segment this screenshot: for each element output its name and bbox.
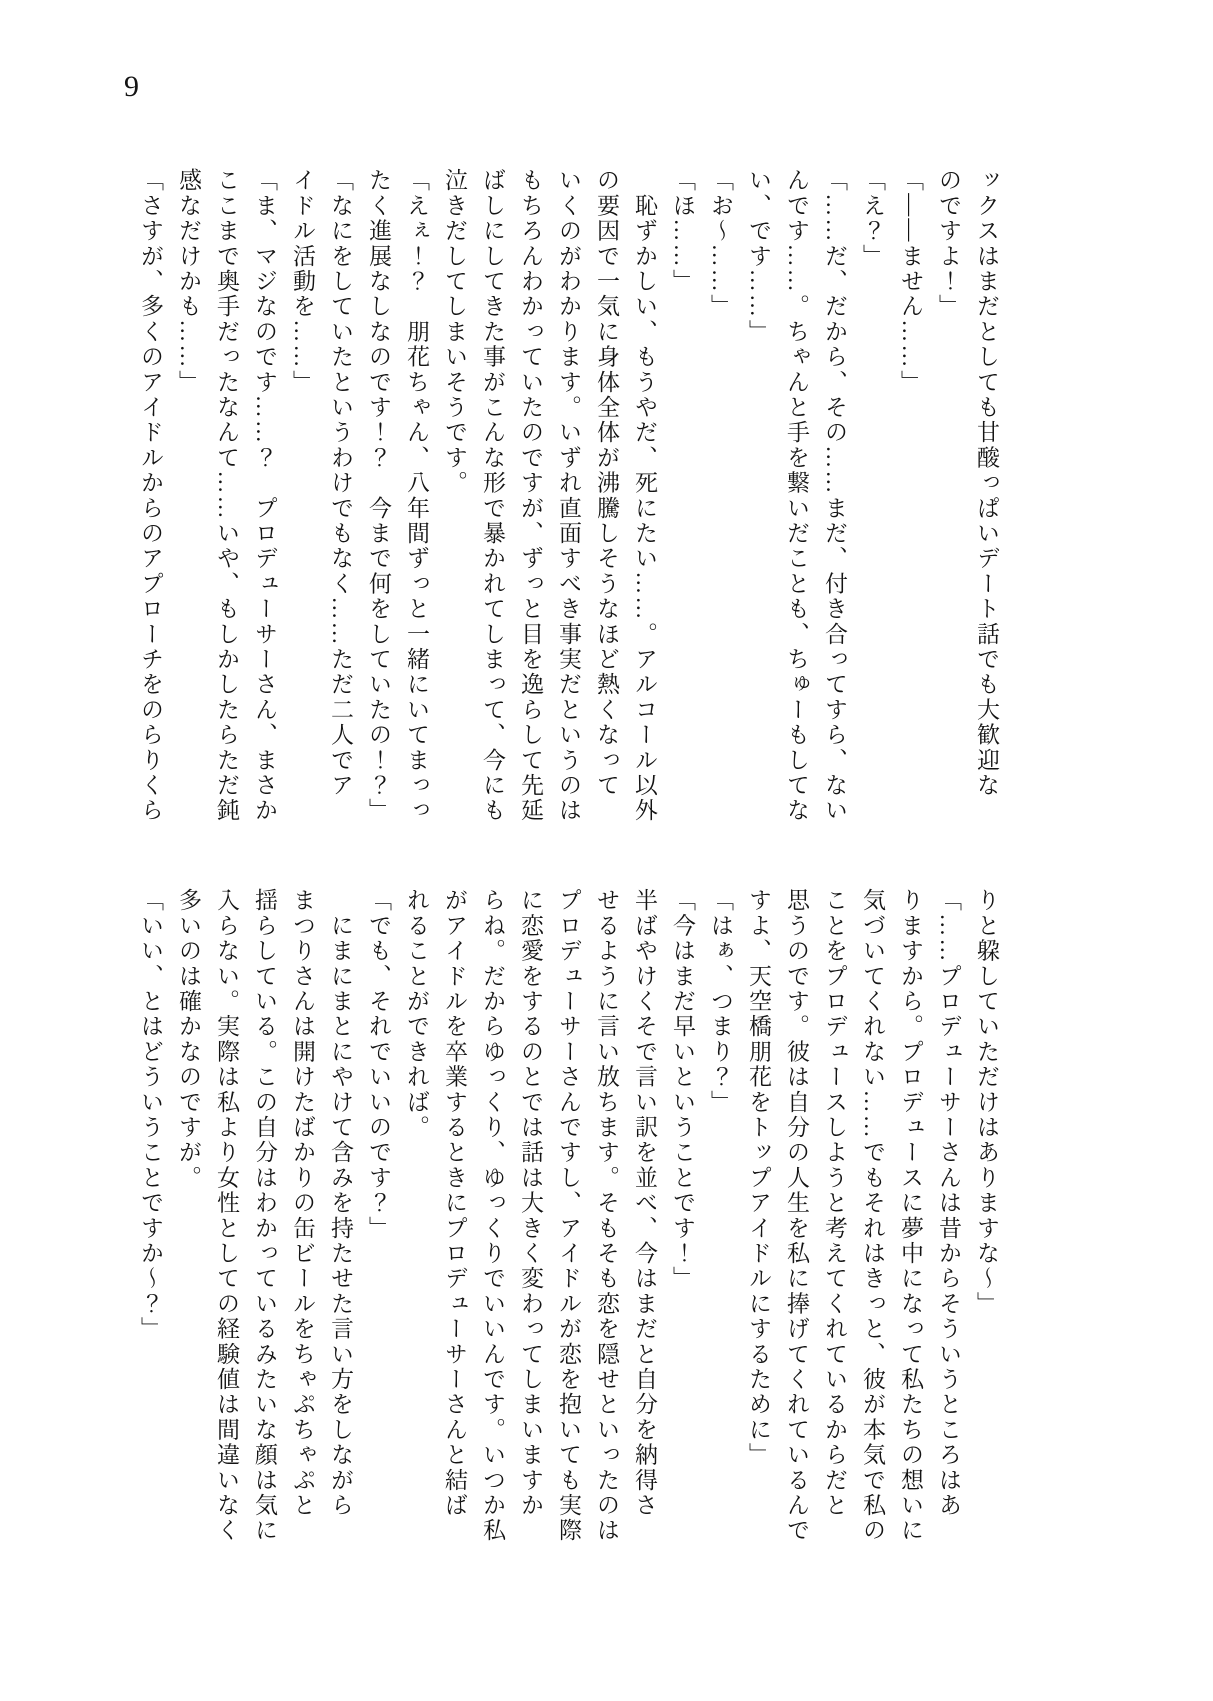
text-line: 「今はまだ早いということです！」 [670, 888, 695, 1292]
text-line: ここまで奥手だったなんて……いや、もしかしたらただ鈍 [214, 168, 239, 824]
text-line: んです……。ちゃんと手を繋いだことも、ちゅーもしてな [784, 168, 809, 824]
text-line: 泣きだしてしまいそうです。 [442, 168, 467, 496]
text-line: りと躱していただけはありますな～」 [974, 888, 999, 1317]
text-line: 「――ません……」 [898, 168, 923, 395]
text-line: 気づいてくれない……でもそれはきっと、彼が本気で私の [860, 888, 885, 1544]
text-line: まつりさんは開けたばかりの缶ビールをちゃぷちゃぷと [290, 888, 315, 1518]
text-line: に恋愛をするのとでは話は大きく変わってしまいますか [518, 888, 543, 1518]
text-line: せるように言い放ちます。そもそも恋を隠せといったのは [594, 888, 619, 1544]
text-line: 思うのです。彼は自分の人生を私に捧げてくれているんで [784, 888, 809, 1544]
text-line: のですよ！」 [936, 168, 961, 320]
text-line: りますから。プロデュースに夢中になって私たちの想いに [898, 888, 923, 1544]
text-line: 入らない。実際は私より女性としての経験値は間違いなく [214, 888, 239, 1544]
text-line: いくのがわかります。いずれ直面すべき事実だというのは [556, 168, 581, 824]
text-line: 「ま、マジなのです……？ プロデューサーさん、まさか [252, 168, 277, 824]
page-number: 9 [124, 70, 139, 103]
text-line: 半ばやけくそで言い訳を並べ、今はまだと自分を納得さ [632, 888, 657, 1518]
text-line: 「でも、それでいいのです？」 [366, 888, 391, 1241]
text-line: 感なだけかも……」 [176, 168, 201, 395]
text-line: 恥ずかしい、もうやだ、死にたい……。アルコール以外 [632, 168, 657, 824]
text-line: らね。だからゆっくり、ゆっくりでいいんです。いつか私 [480, 888, 505, 1544]
text-line: ックスはまだとしても甘酸っぱいデート話でも大歓迎な [974, 168, 999, 798]
text-line: 「いい、とはどういうことですか～？」 [138, 888, 163, 1342]
text-line: ことをプロデュースしようと考えてくれているからだと [822, 888, 847, 1518]
text-line: ばしにしてきた事がこんな形で暴かれてしまって、今にも [480, 168, 505, 824]
text-line: の要因で一気に身体全体が沸騰しそうなほど熱くなって [594, 168, 619, 798]
text-line: 「えぇ！？ 朋花ちゃん、八年間ずっと一緒にいてまっっ [404, 168, 429, 824]
text-line: 「さすが、多くのアイドルからのアプローチをのらりくら [138, 168, 163, 824]
text-line: 「……プロデューサーさんは昔からそういうところはあ [936, 888, 961, 1518]
top-text-block [131, 168, 1005, 868]
text-line: 「え？」 [860, 168, 885, 269]
text-line: 「なにをしていたというわけでもなく……ただ二人でア [328, 168, 353, 798]
text-line: もちろんわかっていたのですが、ずっと目を逸らして先延 [518, 168, 543, 824]
text-line: プロデューサーさんですし、アイドルが恋を抱いても実際 [556, 888, 581, 1544]
text-line: 「お～……」 [708, 168, 733, 320]
text-line: 多いのは確かなのですが。 [176, 888, 201, 1191]
text-line: 「ほ……」 [670, 168, 695, 294]
text-line: イドル活動を……」 [290, 168, 315, 395]
text-line: 「はぁ、つまり？」 [708, 888, 733, 1115]
text-line: たく進展なしなのです！？ 今まで何をしていたの！？」 [366, 168, 391, 824]
text-line: 「……だ、だから、その……まだ、付き合ってすら、ない [822, 168, 847, 824]
text-line: すよ、天空橋朋花をトップアイドルにするために」 [746, 888, 771, 1468]
bottom-text-block [131, 888, 1005, 1568]
text-line: れることができれば。 [404, 888, 429, 1140]
text-line: い、です……」 [746, 168, 771, 345]
text-line: にまにまとにやけて含みを持たせた言い方をしながら [328, 888, 353, 1518]
text-line: がアイドルを卒業するときにプロデューサーさんと結ば [442, 888, 467, 1518]
text-line: 揺らしている。この自分はわかっているみたいな顔は気に [252, 888, 277, 1544]
